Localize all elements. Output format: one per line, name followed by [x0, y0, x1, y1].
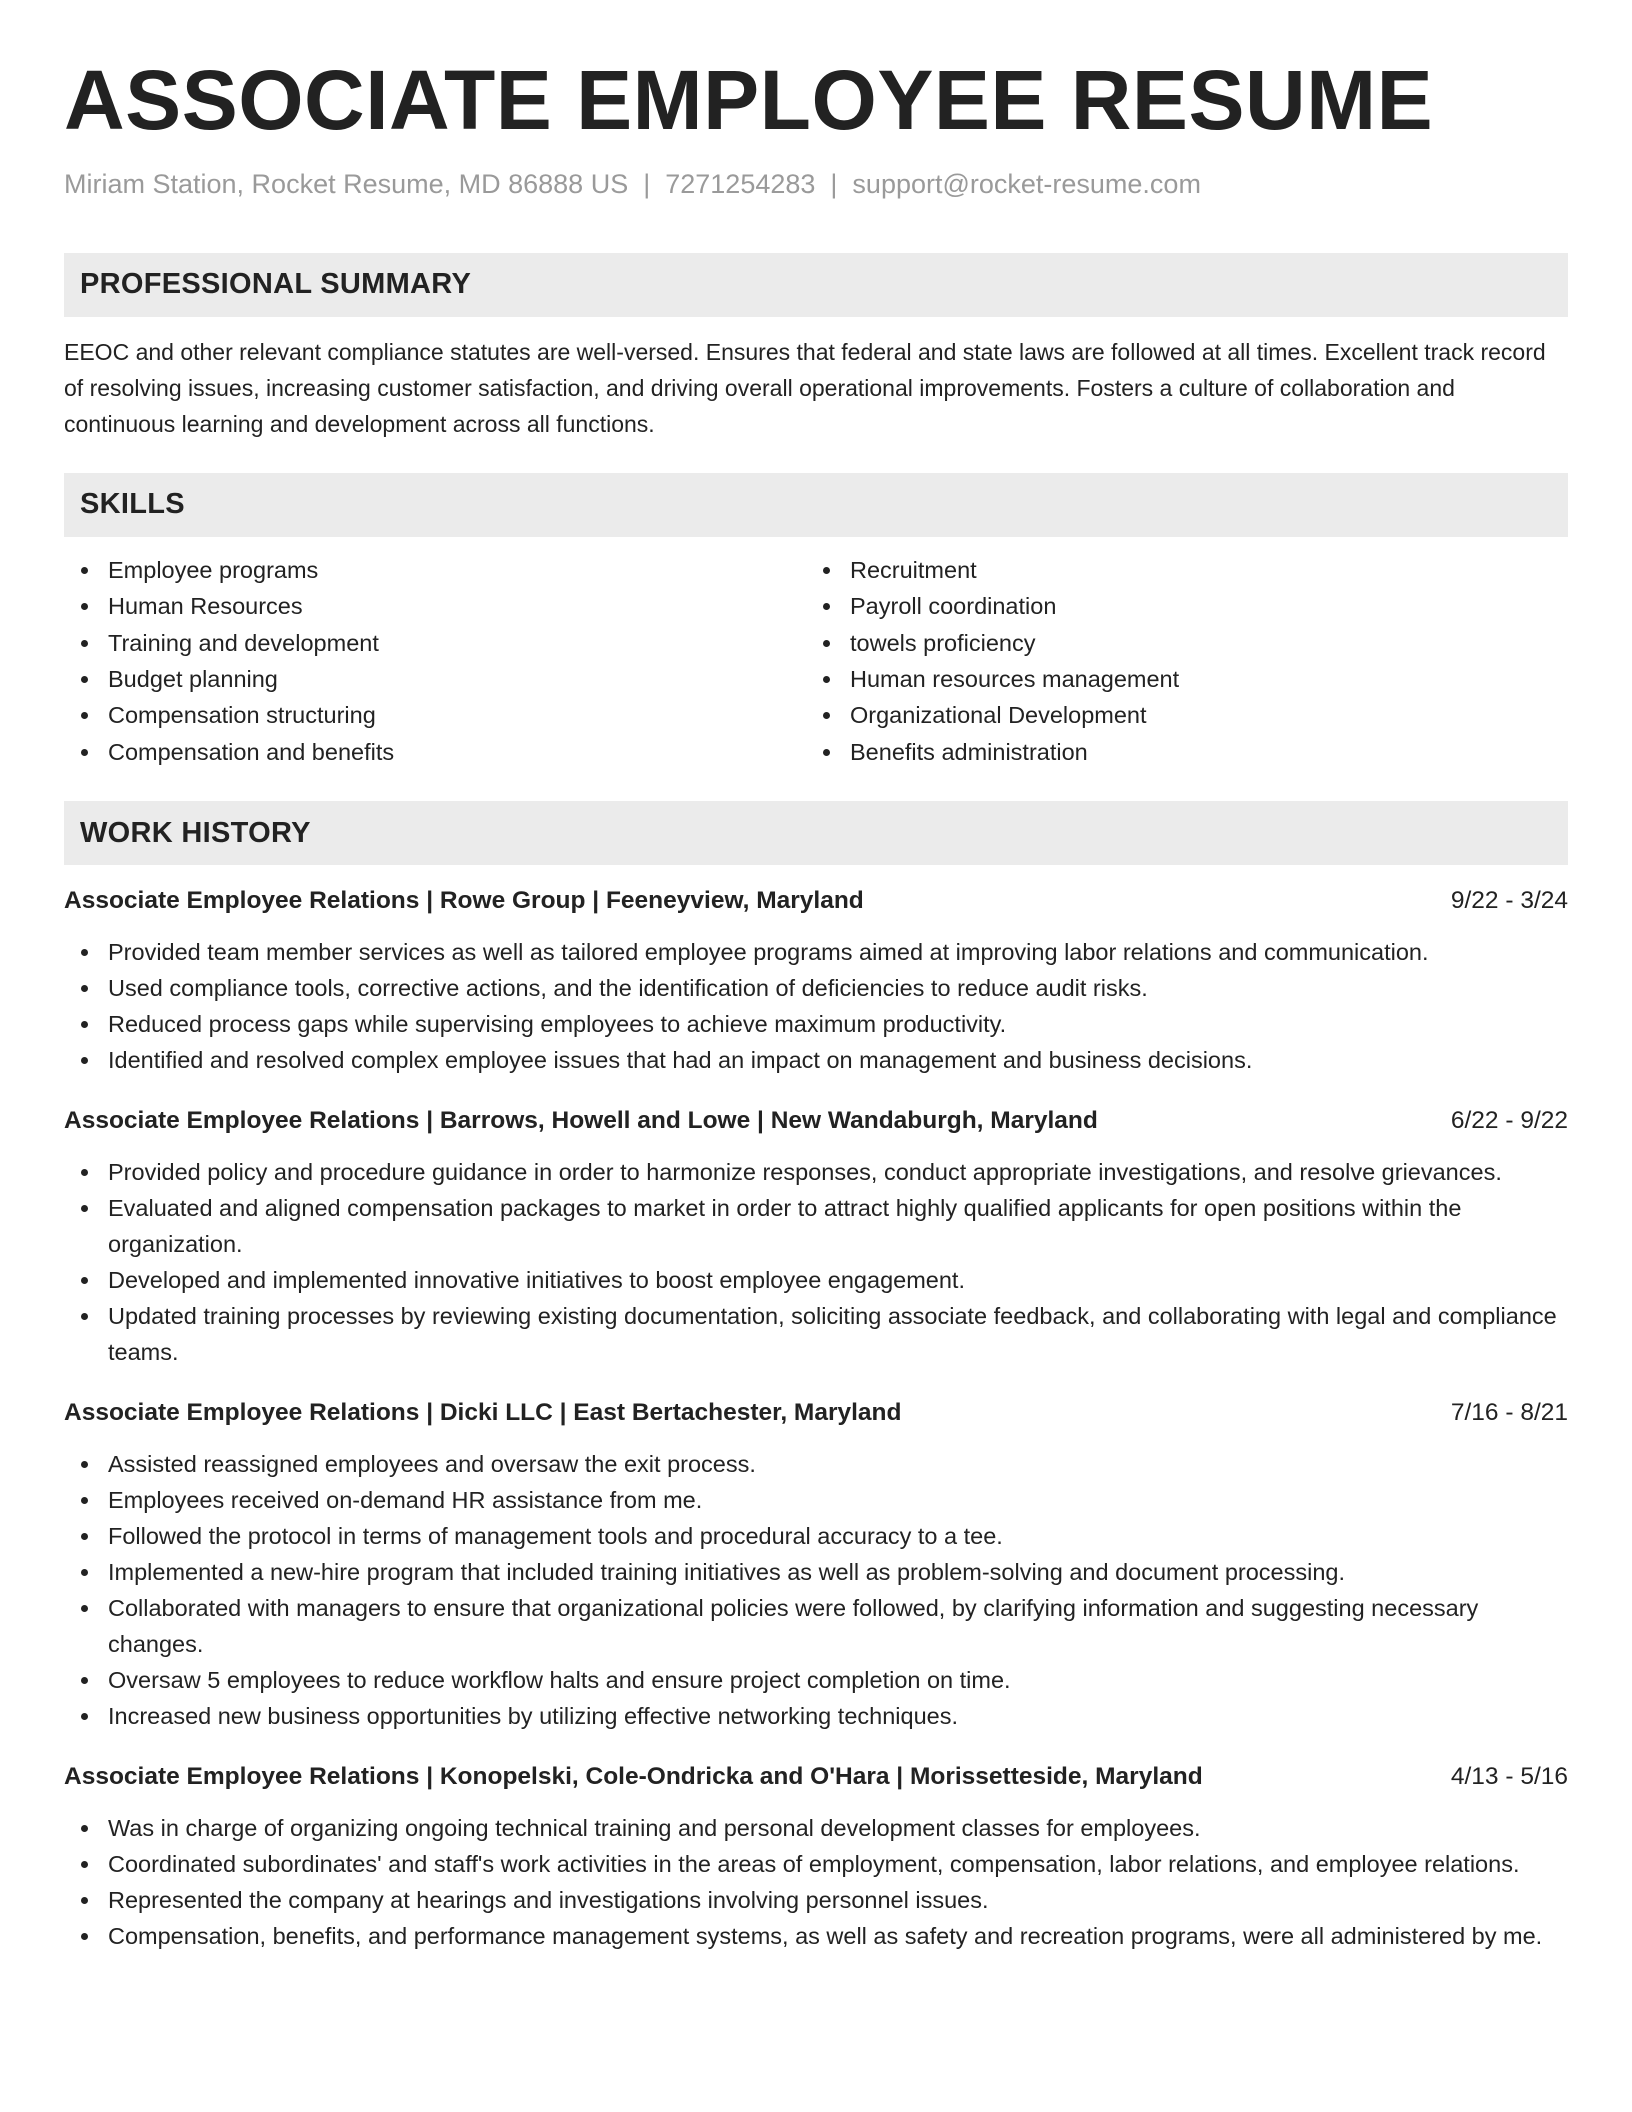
job-title: Associate Employee Relations | Konopelski, Cole-Ondricka and O'Hara | Morissetteside, Maryland — [64, 1763, 1203, 1791]
contact-separator: | — [830, 168, 838, 199]
job-bullet: Evaluated and aligned compensation packages to market in order to attract highly qualified applicants for open positions within the organization. — [64, 1190, 1568, 1262]
job-title: Associate Employee Relations | Dicki LLC | East Bertachester, Maryland — [64, 1399, 902, 1427]
work-history-heading: WORK HISTORY — [64, 801, 1568, 865]
job-header — [64, 1759, 1568, 1795]
contact-address: Miriam Station, Rocket Resume, MD 86888 US — [64, 168, 629, 199]
job-bullets — [64, 934, 1568, 1078]
job-bullet: Represented the company at hearings and investigations involving personnel issues. — [64, 1882, 1568, 1918]
skill-item: Compensation and benefits — [64, 734, 806, 770]
skill-item: towels proficiency — [806, 625, 1548, 661]
job-dates: 7/16 - 8/21 — [1450, 1399, 1568, 1427]
skill-item: Human Resources — [64, 588, 806, 624]
job-bullet: Implemented a new-hire program that included training initiatives as well as problem-solving and document processing. — [64, 1554, 1568, 1590]
job-dates: 4/13 - 5/16 — [1450, 1763, 1568, 1791]
job-bullets — [64, 1154, 1568, 1370]
job-entry — [64, 1759, 1568, 1954]
skill-item: Recruitment — [806, 552, 1548, 588]
skill-item: Employee programs — [64, 552, 806, 588]
job-header — [64, 1103, 1568, 1139]
job-bullet: Coordinated subordinates' and staff's work activities in the areas of employment, compensation, labor relations, and employee relations. — [64, 1846, 1568, 1882]
job-bullet: Compensation, benefits, and performance management systems, as well as safety and recreation programs, were all administered by me. — [64, 1918, 1568, 1954]
job-bullet: Increased new business opportunities by utilizing effective networking techniques. — [64, 1698, 1568, 1734]
skill-item: Compensation structuring — [64, 697, 806, 733]
job-bullet: Oversaw 5 employees to reduce workflow halts and ensure project completion on time. — [64, 1662, 1568, 1698]
skills-list — [64, 552, 1568, 770]
job-title: Associate Employee Relations | Rowe Group | Feeneyview, Maryland — [64, 887, 864, 915]
skill-item: Payroll coordination — [806, 588, 1548, 624]
contact-phone: 7271254283 — [665, 168, 816, 199]
job-bullet: Reduced process gaps while supervising employees to achieve maximum productivity. — [64, 1006, 1568, 1042]
contact-separator: | — [643, 168, 651, 199]
skill-item: Training and development — [64, 625, 806, 661]
job-entry — [64, 1395, 1568, 1734]
job-bullet: Was in charge of organizing ongoing technical training and personal development classes for employees. — [64, 1810, 1568, 1846]
job-bullet: Employees received on-demand HR assistance from me. — [64, 1482, 1568, 1518]
skill-item: Organizational Development — [806, 697, 1548, 733]
job-bullet: Provided team member services as well as tailored employee programs aimed at improving labor relations and communication. — [64, 934, 1568, 970]
job-dates: 9/22 - 3/24 — [1450, 887, 1568, 915]
skills-heading: SKILLS — [64, 473, 1568, 537]
contact-line — [64, 169, 1568, 200]
job-bullet: Identified and resolved complex employee issues that had an impact on management and business decisions. — [64, 1042, 1568, 1078]
summary-text: EEOC and other relevant compliance statutes are well-versed. Ensures that federal and state laws are followed at all times. Excellent track record of resolving issues, increasing customer satisfaction, and driving overall operational improvements. Fosters a culture of collaboration and continuous learning and development across all functions. — [64, 338, 1546, 437]
skill-item: Budget planning — [64, 661, 806, 697]
job-header — [64, 1395, 1568, 1431]
job-bullet: Used compliance tools, corrective actions, and the identification of deficiencies to reduce audit risks. — [64, 970, 1568, 1006]
job-bullets — [64, 1446, 1568, 1734]
job-bullet: Assisted reassigned employees and oversaw the exit process. — [64, 1446, 1568, 1482]
summary-heading: PROFESSIONAL SUMMARY — [64, 253, 1568, 317]
job-title: Associate Employee Relations | Barrows, Howell and Lowe | New Wandaburgh, Maryland — [64, 1107, 1098, 1135]
job-bullet: Followed the protocol in terms of management tools and procedural accuracy to a tee. — [64, 1518, 1568, 1554]
job-bullet: Collaborated with managers to ensure that organizational policies were followed, by clarifying information and suggesting necessary changes. — [64, 1590, 1568, 1662]
resume-title: ASSOCIATE EMPLOYEE RESUME — [64, 53, 1434, 147]
skill-item: Human resources management — [806, 661, 1548, 697]
job-bullet: Developed and implemented innovative initiatives to boost employee engagement. — [64, 1262, 1568, 1298]
job-bullet: Provided policy and procedure guidance in order to harmonize responses, conduct appropriate investigations, and resolve grievances. — [64, 1154, 1568, 1190]
skills-column-left — [64, 552, 806, 770]
resume-page — [64, 50, 1568, 1954]
skills-column-right — [806, 552, 1548, 770]
job-bullets — [64, 1810, 1568, 1954]
job-entry — [64, 883, 1568, 1078]
job-bullet: Updated training processes by reviewing existing documentation, soliciting associate feedback, and collaborating with legal and compliance teams. — [64, 1298, 1568, 1370]
job-entry — [64, 1103, 1568, 1370]
skill-item: Benefits administration — [806, 734, 1548, 770]
contact-email: support@rocket-resume.com — [852, 168, 1201, 199]
job-header — [64, 883, 1568, 919]
job-dates: 6/22 - 9/22 — [1450, 1107, 1568, 1135]
